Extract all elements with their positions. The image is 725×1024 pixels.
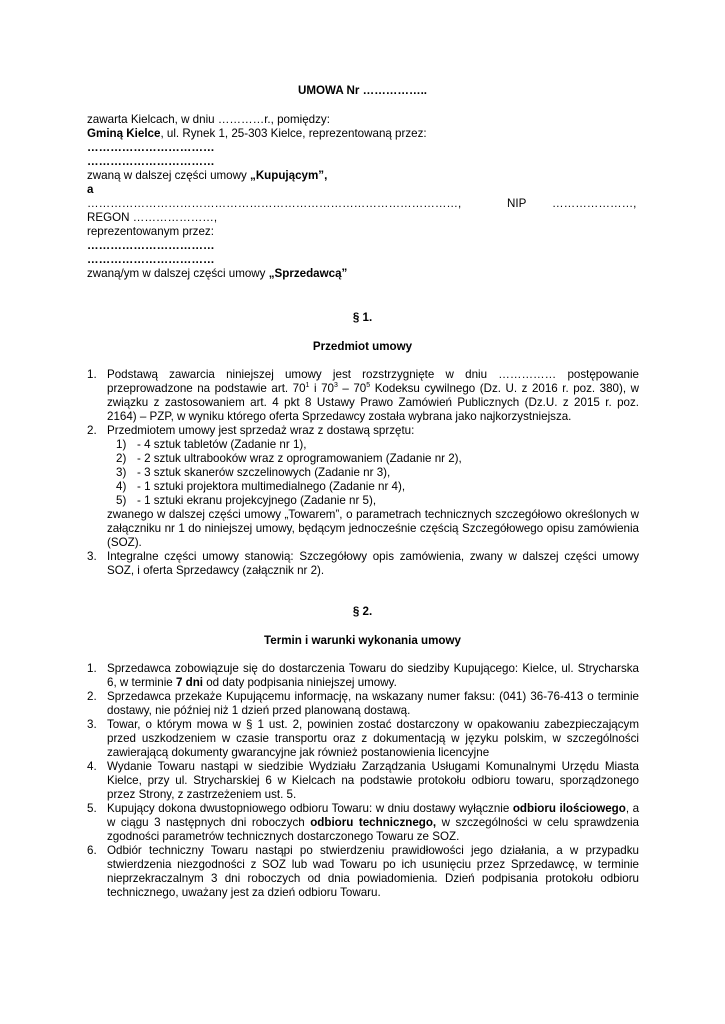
regon-line: REGON …………………, — [87, 211, 218, 224]
sub-text: - 2 sztuk ultrabooków wraz z oprogramowaniem (Zadanie nr 2), — [137, 452, 462, 465]
item-number: 3. — [87, 550, 97, 563]
superscript: 1 — [305, 382, 310, 390]
equipment-item — [107, 438, 639, 452]
seller-dots: ……………………………………………………………………………………, — [87, 197, 462, 210]
sub-number: 1) — [116, 438, 127, 451]
item-text: Kodeksu cywilnego (Dz. U. z 2016 r. poz. 380), w związku z zastosowaniem art. 4 pkt 8 Ustawy Prawo Zamówień Publicznych (Dz.U. z 2015 r. poz. 2164) – PZP, w wyniku którego oferta Sprzedawcy została wybrana jako najkorzystniejsza. — [107, 382, 639, 423]
seller-rep-dots-1: …………………………… — [87, 239, 215, 252]
item-text: Podstawą zawarcia niniejszej umowy jest rozstrzygnięte w dniu …………… postępowanie przeprowadzone na podstawie art. 70 — [107, 368, 639, 395]
list-item — [87, 802, 639, 844]
superscript: 3 — [333, 382, 338, 390]
item-text: – 70 — [337, 382, 367, 395]
section-2-title: Termin i warunki wykonania umowy — [264, 634, 461, 647]
seller-alias: „Sprzedawcą” — [268, 267, 348, 280]
equipment-item — [107, 452, 639, 466]
nip-label: NIP — [507, 197, 527, 210]
item-number: 5. — [87, 802, 97, 815]
equipment-item — [107, 480, 639, 494]
seller-alias-pre: zwaną/ym w dalszej części umowy — [87, 267, 269, 280]
item-number: 3. — [87, 718, 97, 731]
item-number: 1. — [87, 662, 97, 675]
buyer-rep-dots-2: …………………………… — [87, 155, 215, 168]
list-item — [87, 424, 639, 550]
item-text: Odbiór techniczny Towaru nastąpi po stwierdzeniu prawidłowości jego działania, a w przypadku stwierdzenia niezgodności z SOZ lub wad Towaru po ich usunięciu przez Sprzedawcę, w terminie nieprzekraczalnym 3 dni roboczych od dnia powiadomienia. Dzień podpisania protokołu odbioru technicznego, uważany jest za dzień odbioru Towaru. — [107, 844, 639, 899]
item-text: , a w ciągu 3 następnych dni roboczych — [107, 802, 640, 829]
bold-term: odbioru technicznego, — [310, 816, 437, 829]
bold-term: odbioru ilościowego — [512, 802, 626, 815]
nip-dots: …………………, — [552, 197, 637, 210]
item-number: 2. — [87, 690, 97, 703]
section-1-number: § 1. — [352, 311, 373, 324]
item-text: Przedmiotem umowy jest sprzedaż wraz z dostawą sprzętu: — [107, 424, 415, 437]
sub-number: 3) — [116, 466, 127, 479]
section-1-title: Przedmiot umowy — [312, 340, 413, 353]
item-text: Wydanie Towaru nastąpi w siedzibie Wydziału Zarządzania Usługami Komunalnymi Urzędu Miasta Kielce, przy ul. Strycharskiej 6 w Kielcach na podstawie protokołu odbioru towaru, sporządzonego przez Strony, z zastrzeżeniem ust. 5. — [107, 760, 639, 801]
item-text: Sprzedawca przekaże Kupującemu informację, na wskazany numer faksu: (041) 36-76-413 o terminie dostawy, nie później niż 1 dzień przed planowaną dostawą. — [107, 690, 639, 717]
sub-number: 2) — [116, 452, 127, 465]
list-item — [87, 368, 639, 424]
section-2-list — [87, 662, 639, 900]
party-buyer-line — [87, 127, 427, 141]
equipment-item — [107, 494, 639, 508]
buyer-address: , ul. Rynek 1, 25-303 Kielce, reprezentowaną przez: — [160, 127, 427, 140]
list-item — [87, 718, 639, 760]
sub-text: - 4 sztuk tabletów (Zadanie nr 1), — [137, 438, 307, 451]
item-text: Integralne części umowy stanowią: Szczegółowy opis zamówienia, zwany w dalszej części umowy SOZ, i oferta Sprzedawcy (załącznik nr 2). — [107, 550, 639, 577]
item-text: w szczególności w celu sprawdzenia zgodności parametrów technicznych dostarczonego Towaru ze SOZ. — [107, 816, 639, 843]
sub-text: - 1 sztuki ekranu projekcyjnego (Zadanie nr 5), — [137, 494, 377, 507]
list-item — [87, 760, 639, 802]
equipment-item — [107, 466, 639, 480]
buyer-alias-pre: zwaną w dalszej części umowy — [87, 169, 251, 182]
list-item — [87, 844, 639, 900]
list-item — [87, 690, 639, 718]
buyer-alias: „Kupującym”, — [250, 169, 328, 182]
sub-text: - 3 sztuk skanerów szczelinowych (Zadanie nr 3), — [137, 466, 391, 479]
list-item — [87, 662, 639, 690]
conjunction-a: a — [87, 183, 94, 196]
sub-text: - 1 sztuki projektora multimedialnego (Zadanie nr 4), — [137, 480, 406, 493]
item-number: 2. — [87, 424, 97, 437]
section-1-list — [87, 368, 639, 578]
contract-title: UMOWA Nr …………….. — [297, 84, 428, 97]
seller-alias-line — [87, 267, 347, 281]
item-text: od daty podpisania niniejszej umowy. — [203, 676, 397, 689]
sub-number: 4) — [116, 480, 127, 493]
item-number: 1. — [87, 368, 97, 381]
buyer-alias-line — [87, 169, 327, 183]
contract-date-line: zawarta Kielcach, w dniu …………r., pomiędzy: — [87, 113, 330, 126]
superscript: 5 — [366, 382, 371, 390]
item-number: 6. — [87, 844, 97, 857]
equipment-list — [107, 438, 639, 508]
item-text: zwanego w dalszej części umowy „Towarem”, o parametrach technicznych szczegółowo określonych w załączniku nr 1 do niniejszej umowy, będącym jednocześnie częścią Szczegółowego opisu zamówienia (SOZ). — [107, 508, 639, 549]
buyer-name: Gminą Kielce — [87, 127, 161, 140]
item-text: i 70 — [309, 382, 334, 395]
item-text: Towar, o którym mowa w § 1 ust. 2, powinien zostać dostarczony w opakowaniu zabezpieczającym przed uszkodzeniem w czasie transportu oraz z dokumentacją w języku polskim, w szczególności zawierającą dokumenty gwarancyjne jak również postanowienia licencyjne — [107, 718, 639, 759]
item-text: Sprzedawca zobowiązuje się do dostarczenia Towaru do siedziby Kupującego: Kielce, ul. Strycharska 6, w terminie — [107, 662, 639, 689]
list-item — [87, 550, 639, 578]
buyer-rep-dots-1: …………………………… — [87, 141, 215, 154]
seller-rep-dots-2: …………………………… — [87, 253, 215, 266]
item-number: 4. — [87, 760, 97, 773]
item-text: Kupujący dokona dwustopniowego odbioru Towaru: w dniu dostawy wyłącznie — [107, 802, 513, 815]
sub-number: 5) — [116, 494, 127, 507]
deadline-bold: 7 dni — [175, 676, 204, 689]
section-2-number: § 2. — [352, 605, 373, 618]
seller-rep-label: reprezentowanym przez: — [87, 225, 214, 238]
